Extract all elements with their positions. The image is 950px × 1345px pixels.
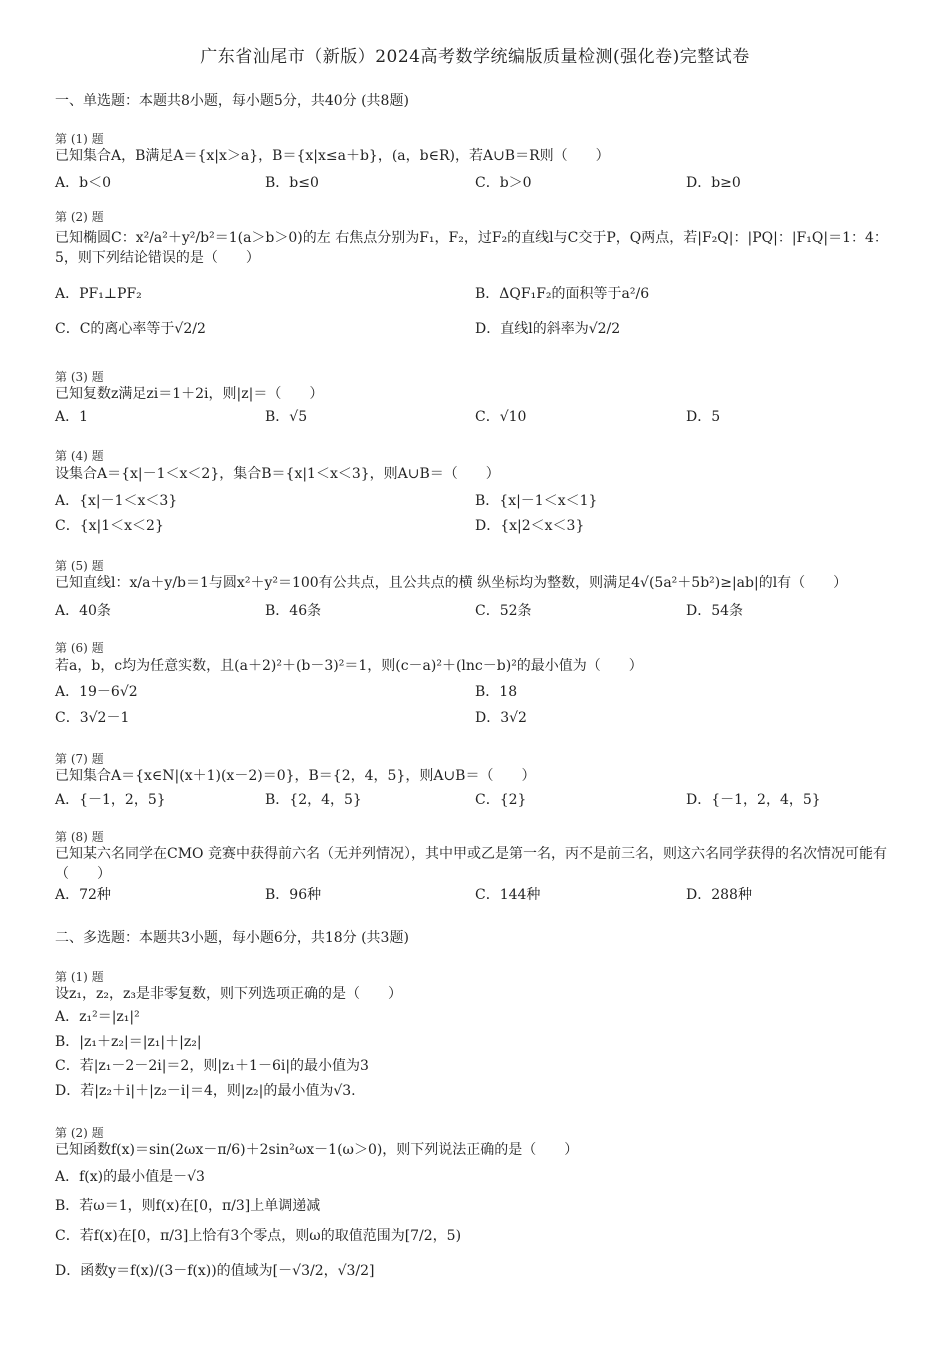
option-c: C．52条	[475, 603, 532, 619]
question-number: 第 (2) 题	[55, 1126, 104, 1140]
option-c: C．b＞0	[475, 175, 532, 191]
option-b: B．√5	[265, 409, 308, 425]
option-d: D．{x|2＜x＜3}	[475, 518, 585, 534]
option-b: B．96种	[265, 887, 322, 903]
option-c: C．√10	[475, 409, 527, 425]
option-c: C．若|z₁－2－2i|＝2，则|z₁＋1－6i|的最小值为3	[55, 1058, 369, 1074]
option-a: A．1	[55, 409, 89, 425]
option-a: A．72种	[55, 887, 111, 903]
option-a: A．z₁²＝|z₁|²	[55, 1009, 140, 1025]
question-stem: 已知集合A，B满足A＝{x|x＞a}，B＝{x|x≤a＋b}，(a，b∈R)，若A∪B＝R则（ ）	[55, 148, 610, 164]
question-number: 第 (7) 题	[55, 752, 104, 766]
question-stem: 已知复数z满足zi＝1＋2i，则|z|＝（ ）	[55, 386, 324, 402]
question-number: 第 (6) 题	[55, 641, 104, 655]
question-number: 第 (8) 题	[55, 830, 104, 844]
option-c: C．若f(x)在[0，π/3]上恰有3个零点，则ω的取值范围为[7/2，5)	[55, 1228, 462, 1244]
question-number: 第 (3) 题	[55, 370, 104, 384]
option-a: A．{x|－1＜x＜3}	[55, 493, 178, 509]
question-number: 第 (1) 题	[55, 132, 104, 146]
option-d: D．若|z₂＋i|＋|z₂－i|＝4，则|z₂|的最小值为√3.	[55, 1083, 356, 1099]
option-c: C．3√2－1	[55, 710, 130, 726]
option-b: B．18	[475, 684, 518, 700]
page-title: 广东省汕尾市（新版）2024高考数学统编版质量检测(强化卷)完整试卷	[200, 47, 750, 67]
question-number: 第 (1) 题	[55, 970, 104, 984]
option-d: D．5	[686, 409, 721, 425]
section-heading-single-choice: 一、单选题：本题共8小题，每小题5分，共40分 (共8题)	[55, 93, 409, 109]
option-a: A．{－1，2，5}	[55, 792, 166, 808]
option-a: A．PF₁⊥PF₂	[55, 286, 142, 302]
option-d: D．{－1，2，4，5}	[686, 792, 821, 808]
option-b: B．|z₁＋z₂|＝|z₁|＋|z₂|	[55, 1034, 202, 1050]
option-d: D．288种	[686, 887, 752, 903]
option-b: B．若ω＝1，则f(x)在[0，π/3]上单调递减	[55, 1198, 321, 1214]
option-b: B．{2，4，5}	[265, 792, 362, 808]
question-stem: 若a，b，c均为任意实数，且(a＋2)²＋(b－3)²＝1，则(c－a)²＋(lnc－b)²的最小值为（ ）	[55, 658, 643, 674]
option-b: B．b≤0	[265, 175, 319, 191]
option-d: D．54条	[686, 603, 744, 619]
option-a: A．b＜0	[55, 175, 111, 191]
section-heading-multiple-choice: 二、多选题：本题共3小题，每小题6分，共18分 (共3题)	[55, 930, 409, 946]
question-stem: 设z₁，z₂，z₃是非零复数，则下列选项正确的是（ ）	[55, 986, 402, 1002]
option-b: B．ΔQF₁F₂的面积等于a²/6	[475, 286, 650, 302]
option-a: A．40条	[55, 603, 111, 619]
option-c: C．144种	[475, 887, 541, 903]
option-c: C．C的离心率等于√2/2	[55, 321, 206, 337]
option-b: B．46条	[265, 603, 322, 619]
option-a: A．19－6√2	[55, 684, 138, 700]
question-stem: 已知直线l：x/a＋y/b＝1与圆x²＋y²＝100有公共点，且公共点的横 纵坐标均为整数，则满足4√(5a²＋5b²)≥|ab|的l有（ ）	[55, 575, 848, 591]
question-stem: 已知椭圆C：x²/a²＋y²/b²＝1(a＞b＞0)的左 右焦点分别为F₁，F₂，过F₂的直线l与C交于P，Q两点，若|F₂Q|：|PQ|：|F₁Q|＝1：4：5，则下列结论错误的是（ ）	[55, 230, 888, 266]
option-d: D．直线l的斜率为√2/2	[475, 321, 621, 337]
option-d: D．函数y＝f(x)/(3－f(x))的值域为[－√3/2，√3/2]	[55, 1263, 375, 1279]
option-c: C．{x|1＜x＜2}	[55, 518, 164, 534]
option-d: D．b≥0	[686, 175, 741, 191]
question-stem: 已知集合A＝{x∈N|(x＋1)(x－2)＝0}，B＝{2，4，5}，则A∪B＝（ ）	[55, 768, 536, 784]
option-c: C．{2}	[475, 792, 527, 808]
question-stem: 已知某六名同学在CMO 竞赛中获得前六名（无并列情况），其中甲或乙是第一名，丙不是前三名，则这六名同学获得的名次情况可能有（ ）	[55, 846, 887, 882]
question-number: 第 (2) 题	[55, 210, 104, 224]
option-b: B．{x|－1＜x＜1}	[475, 493, 598, 509]
question-number: 第 (4) 题	[55, 449, 104, 463]
option-d: D．3√2	[475, 710, 527, 726]
question-number: 第 (5) 题	[55, 559, 104, 573]
question-stem: 设集合A＝{x|－1＜x＜2}，集合B＝{x|1＜x＜3}，则A∪B＝（ ）	[55, 466, 500, 482]
option-a: A．f(x)的最小值是－√3	[55, 1169, 205, 1185]
question-stem: 已知函数f(x)＝sin(2ωx－π/6)＋2sin²ωx－1(ω＞0)，则下列说法正确的是（ ）	[55, 1142, 579, 1158]
